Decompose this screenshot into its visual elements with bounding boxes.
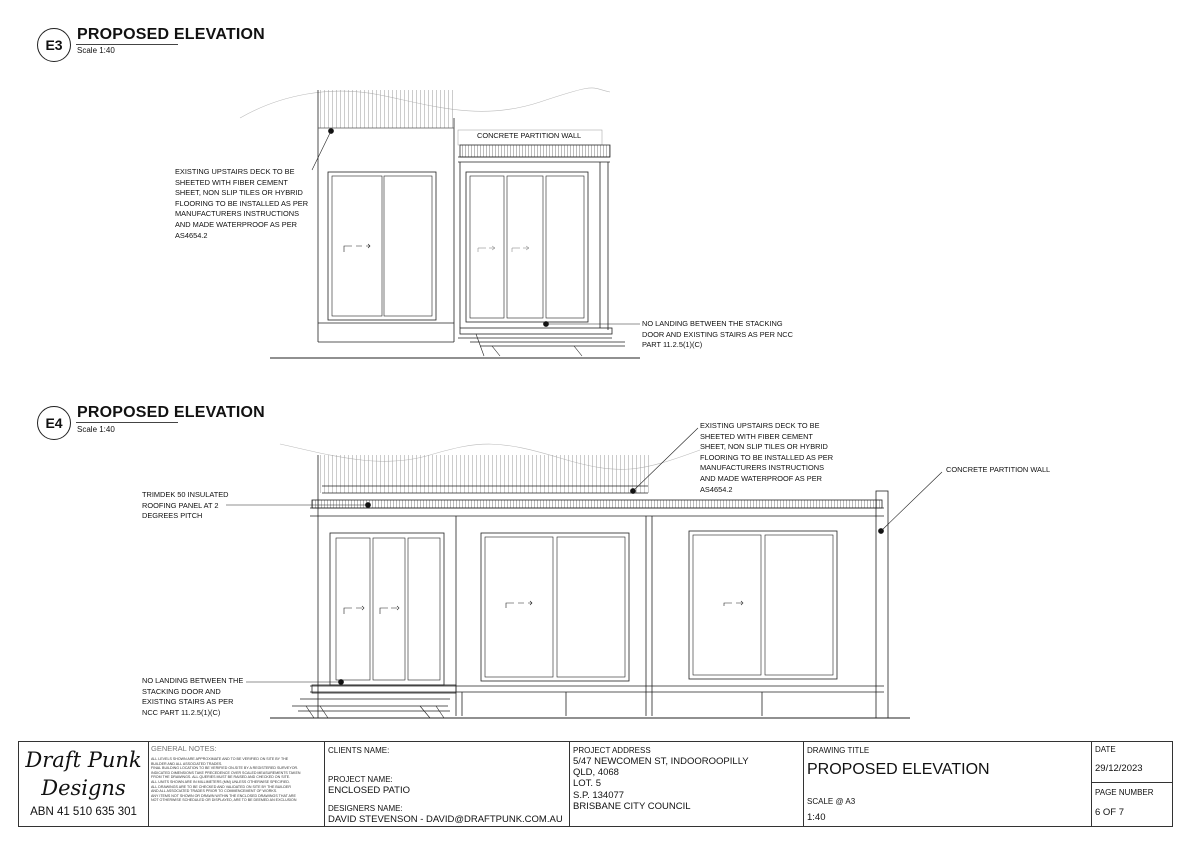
general-notes-text: [151, 757, 324, 803]
note-line: SHEET, NON SLIP TILES OR HYBRID: [700, 442, 828, 452]
view-badge-e4: [37, 406, 71, 440]
note-line: SHEETED WITH FIBER CEMENT: [175, 177, 288, 187]
note-line: FLOORING TO BE INSTALLED AS PER: [700, 452, 834, 462]
note-line: STACKING DOOR AND: [142, 686, 221, 696]
abn: ABN 41 510 635 301: [30, 806, 137, 818]
e3-deck-note: [175, 167, 308, 241]
note-line: TRIMDEK 50 INSULATED: [142, 490, 229, 499]
e4-roof-note: [142, 490, 229, 522]
note-line: DOOR AND EXISTING STAIRS AS PER NCC: [642, 329, 793, 339]
view-title-e4: PROPOSED ELEVATION: [77, 404, 265, 421]
designer-name: DAVID STEVENSON - DAVID@DRAFTPUNK.COM.AU: [328, 814, 563, 825]
e3-wall-note: CONCRETE PARTITION WALL: [477, 131, 582, 140]
note-line: EXISTING UPSTAIRS DECK TO BE: [175, 167, 295, 176]
note-line: SHEETED WITH FIBER CEMENT: [700, 431, 813, 441]
general-note-line: BUILDER AND ALL ASSOCIATED TRADES.: [151, 761, 223, 766]
view-title-underline-e4: [76, 422, 178, 423]
general-note-line: AND ALL ASSOCIATED TRADES PRIOR TO COMMENCEMENT OF WORKS.: [151, 789, 278, 794]
note-line: NO LANDING BETWEEN THE: [142, 676, 244, 685]
note-line: DEGREES PITCH: [142, 511, 203, 521]
clients-label: CLIENTS NAME:: [328, 746, 390, 755]
address-line: LOT. 5: [573, 778, 601, 790]
e4-deck-note: [700, 421, 833, 495]
note-line: PART 11.2.5(1)(C): [642, 340, 703, 350]
view-scale-e3: Scale 1:40: [77, 46, 115, 55]
date-page-divider: [1092, 782, 1172, 783]
address-label: PROJECT ADDRESS: [573, 746, 651, 755]
address-line: 5/47 NEWCOMEN ST, INDOOROOPILLY: [573, 756, 749, 767]
general-note-line: ALL LEVELS SHOWN ARE APPROXIMATE AND TO BE VERIFIED ON SITE BY THE: [151, 757, 289, 761]
note-line: AND MADE WATERPROOF AS PER: [175, 219, 297, 229]
scale-value: 1:40: [807, 812, 826, 823]
designers-label: DESIGNERS NAME:: [328, 804, 403, 813]
page-label: PAGE NUMBER: [1095, 788, 1154, 797]
note-line: ROOFING PANEL AT 2: [142, 500, 219, 510]
address-text: [573, 756, 749, 812]
note-line: MANUFACTURERS INSTRUCTIONS: [700, 463, 825, 473]
address-line: S.P. 134077: [573, 789, 625, 801]
note-line: FLOORING TO BE INSTALLED AS PER: [175, 198, 309, 208]
address-line: BRISBANE CITY COUNCIL: [573, 800, 691, 812]
note-line: AND MADE WATERPROOF AS PER: [700, 473, 822, 483]
note-line: NO LANDING BETWEEN THE STACKING: [642, 319, 783, 328]
e4-landing-note: [142, 676, 243, 718]
drawing-title: PROPOSED ELEVATION: [807, 761, 990, 778]
project-name: ENCLOSED PATIO: [328, 785, 410, 796]
drawing-title-label: DRAWING TITLE: [807, 746, 870, 755]
general-note-line: ANY ITEMS NOT SHOWN OR DRAWN WITHIN THE ENCLOSED DRAWINGS THAT ARE: [151, 793, 296, 798]
view-badge-e3-label: E3: [45, 37, 63, 53]
note-line: MANUFACTURERS INSTRUCTIONS: [175, 209, 300, 219]
view-title-underline-e3: [76, 44, 178, 45]
address-cell: [570, 742, 804, 826]
view-badge-e4-label: E4: [45, 415, 63, 431]
title-block: [18, 741, 1173, 827]
general-note-line: FINAL BUILDING LOCATION TO BE VERIFIED ON-SITE BY A REGISTERED SURVEYOR.: [151, 766, 299, 771]
project-cell: [325, 742, 570, 826]
e3-leaders: [312, 128, 640, 326]
note-line: AS4654.2: [175, 230, 208, 240]
brand-name-line2: Designs: [41, 776, 126, 800]
general-note-line: FROM THE DRAWINGS. ALL QUERIES MUST BE RAISED AND CHECKED ON SITE.: [151, 775, 291, 780]
note-line: EXISTING STAIRS AS PER: [142, 697, 234, 707]
e4-wall-note: CONCRETE PARTITION WALL: [946, 465, 1051, 474]
view-title-e3: PROPOSED ELEVATION: [77, 26, 265, 43]
date-value: 29/12/2023: [1095, 763, 1143, 774]
note-line: AS4654.2: [700, 484, 733, 494]
general-note-line: INDICATED DIMENSIONS TAKE PRECEDENCE OVER SCALED MEASUREMENTS TAKEN: [151, 770, 301, 775]
brand-name-line1: Draft Punk: [25, 748, 142, 772]
general-notes-label: GENERAL NOTES:: [151, 744, 217, 753]
date-page-cell: [1092, 742, 1172, 826]
address-line: QLD, 4068: [573, 767, 619, 779]
project-label: PROJECT NAME:: [328, 775, 393, 784]
note-line: NCC PART 11.2.5(1)(C): [142, 707, 221, 717]
scale-label: SCALE @ A3: [807, 797, 856, 806]
date-label: DATE: [1095, 745, 1116, 754]
e3-landing-note: [642, 319, 793, 351]
brand-cell: [19, 742, 149, 826]
general-notes-cell: [149, 742, 325, 826]
general-note-line: NOT OTHERWISE SCHEDULED OR DISPLAYED, ARE TO BE DEEMED AN EXCLUSION: [151, 798, 297, 803]
note-line: SHEET, NON SLIP TILES OR HYBRID: [175, 188, 303, 198]
page-value: 6 OF 7: [1095, 807, 1125, 818]
view-badge-e3: [37, 28, 71, 62]
note-line: EXISTING UPSTAIRS DECK TO BE: [700, 421, 820, 430]
drawing-title-cell: [804, 742, 1092, 826]
general-note-line: ALL DRAWINGS ARE TO BE CHECKED AND VALIDATED ON SITE BY THE BUILDER: [151, 784, 291, 789]
general-note-line: ALL UNITS SHOWN ARE IN MILLIMETERS (MM) UNLESS OTHERWISE SPECIFIED.: [151, 779, 290, 784]
view-scale-e4: Scale 1:40: [77, 425, 115, 434]
